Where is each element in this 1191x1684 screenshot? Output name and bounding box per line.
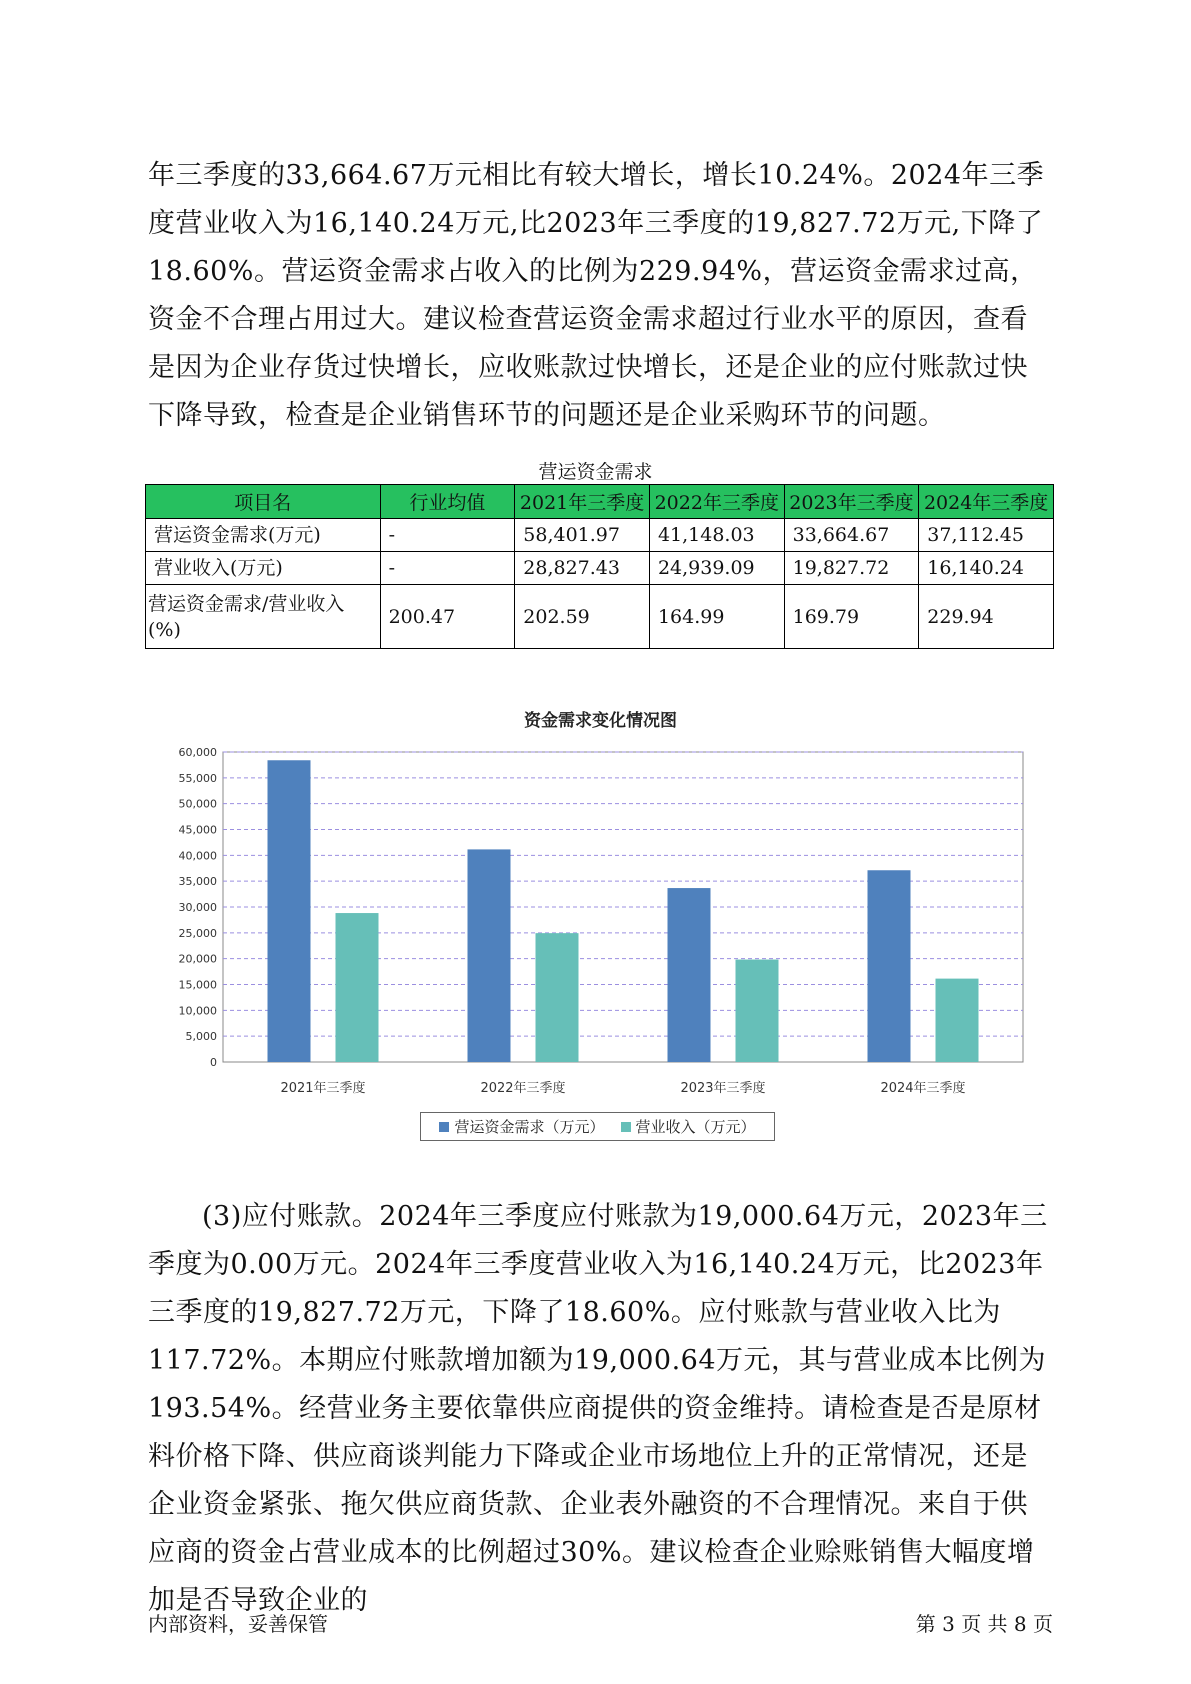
footer-page-number: 第 3 页 共 8 页 <box>915 1612 1053 1636</box>
table-cell: 164.99 <box>649 585 784 649</box>
legend-label: 营业收入（万元） <box>635 1118 756 1136</box>
bar-revenue <box>736 960 779 1062</box>
y-tick-label: 45,000 <box>178 823 217 837</box>
table-cell: 33,664.67 <box>784 519 919 552</box>
y-tick-label: 5,000 <box>185 1030 217 1044</box>
table-cell: - <box>380 519 515 552</box>
bar-chart <box>148 700 1053 1150</box>
table-header-row <box>146 485 1054 519</box>
body-paragraph-1: 年三季度的33,664.67万元相比有较大增长，增长10.24%。2024年三季度营业收入为16,140.24万元,比2023年三季度的19,827.72万元,下降了18.60%。营运资金需求占收入的比例为229.94%，营运资金需求过高，资金不合理占用过大。建议检查营运资金需求超过行业水平的原因，查看是因为企业存货过快增长，应收账款过快增长，还是企业的应付账款过快下降导致，检查是企业销售环节的问题还是企业采购环节的问题。 <box>148 160 1045 431</box>
x-tick-label: 2022年三季度 <box>480 1081 566 1096</box>
header-cell: 行业均值 <box>380 485 515 519</box>
x-tick-label: 2024年三季度 <box>880 1081 966 1096</box>
table-cell: 28,827.43 <box>515 552 650 585</box>
y-tick-label: 60,000 <box>178 746 217 759</box>
legend-swatch <box>439 1122 449 1132</box>
table-cell: 229.94 <box>919 585 1054 649</box>
working-capital-table <box>145 484 1054 649</box>
header-cell: 2022年三季度 <box>649 485 784 519</box>
table-row <box>146 585 1054 649</box>
body-paragraph-2: (3)应付账款。2024年三季度应付账款为19,000.64万元，2023年三季度为0.00万元。2024年三季度营业收入为16,140.24万元，比2023年三季度的19,827.72万元，下降了18.60%。应付账款与营业收入比为117.72%。本期应付账款增加额为19,000.64万元，其与营业成本比例为193.54%。经营业务主要依靠供应商提供的资金维持。请检查是否是原材料价格下降、供应商谈判能力下降或企业市场地位上升的正常情况，还是企业资金紧张、拖欠供应商货款、企业表外融资的不合理情况。来自于供应商的资金占营业成本的比例超过30%。建议检查企业赊账销售大幅度增加是否导致企业的 <box>148 1201 1048 1616</box>
header-cell: 项目名 <box>146 485 381 519</box>
table-cell: 37,112.45 <box>919 519 1054 552</box>
bar-revenue <box>936 979 979 1062</box>
bar-working-capital <box>268 760 311 1062</box>
bar-working-capital <box>868 870 911 1062</box>
y-tick-label: 0 <box>210 1056 217 1069</box>
x-tick-label: 2023年三季度 <box>680 1081 766 1096</box>
header-cell: 2024年三季度 <box>919 485 1054 519</box>
legend-swatch <box>621 1122 631 1132</box>
table-cell: 营运资金需求/营业收入(%) <box>146 585 381 649</box>
table-title: 营运资金需求 <box>538 461 653 483</box>
y-tick-label: 10,000 <box>178 1004 217 1018</box>
table-cell: 58,401.97 <box>515 519 650 552</box>
table-row <box>146 552 1054 585</box>
y-tick-label: 30,000 <box>178 901 217 914</box>
y-tick-label: 25,000 <box>178 926 217 940</box>
table-cell: - <box>380 552 515 585</box>
table-cell: 41,148.03 <box>649 519 784 552</box>
table-cell: 169.79 <box>784 585 919 649</box>
chart-legend <box>420 1112 775 1141</box>
bar-working-capital <box>668 888 711 1062</box>
chart-title: 资金需求变化情况图 <box>524 711 677 731</box>
y-tick-label: 15,000 <box>178 978 217 992</box>
footer-confidential: 内部资料，妥善保管 <box>148 1612 328 1636</box>
bar-working-capital <box>468 849 511 1062</box>
y-tick-label: 35,000 <box>178 875 217 889</box>
y-tick-label: 20,000 <box>178 952 217 966</box>
legend-label: 营运资金需求（万元） <box>454 1118 605 1136</box>
bar-revenue <box>336 913 379 1062</box>
table-cell: 营业收入(万元) <box>146 552 381 585</box>
y-tick-label: 40,000 <box>178 849 217 863</box>
y-tick-label: 50,000 <box>178 797 217 811</box>
table-row <box>146 519 1054 552</box>
x-tick-label: 2021年三季度 <box>280 1081 366 1096</box>
chart-canvas <box>148 700 1053 1150</box>
table-cell: 202.59 <box>515 585 650 649</box>
table-cell: 200.47 <box>380 585 515 649</box>
y-tick-label: 55,000 <box>178 771 217 785</box>
legend-item <box>439 1116 604 1137</box>
legend-item <box>621 1116 756 1137</box>
header-cell: 2021年三季度 <box>515 485 650 519</box>
bar-revenue <box>536 933 579 1062</box>
table-cell: 24,939.09 <box>649 552 784 585</box>
table-cell: 16,140.24 <box>919 552 1054 585</box>
table-cell: 营运资金需求(万元) <box>146 519 381 552</box>
table-cell: 19,827.72 <box>784 552 919 585</box>
header-cell: 2023年三季度 <box>784 485 919 519</box>
